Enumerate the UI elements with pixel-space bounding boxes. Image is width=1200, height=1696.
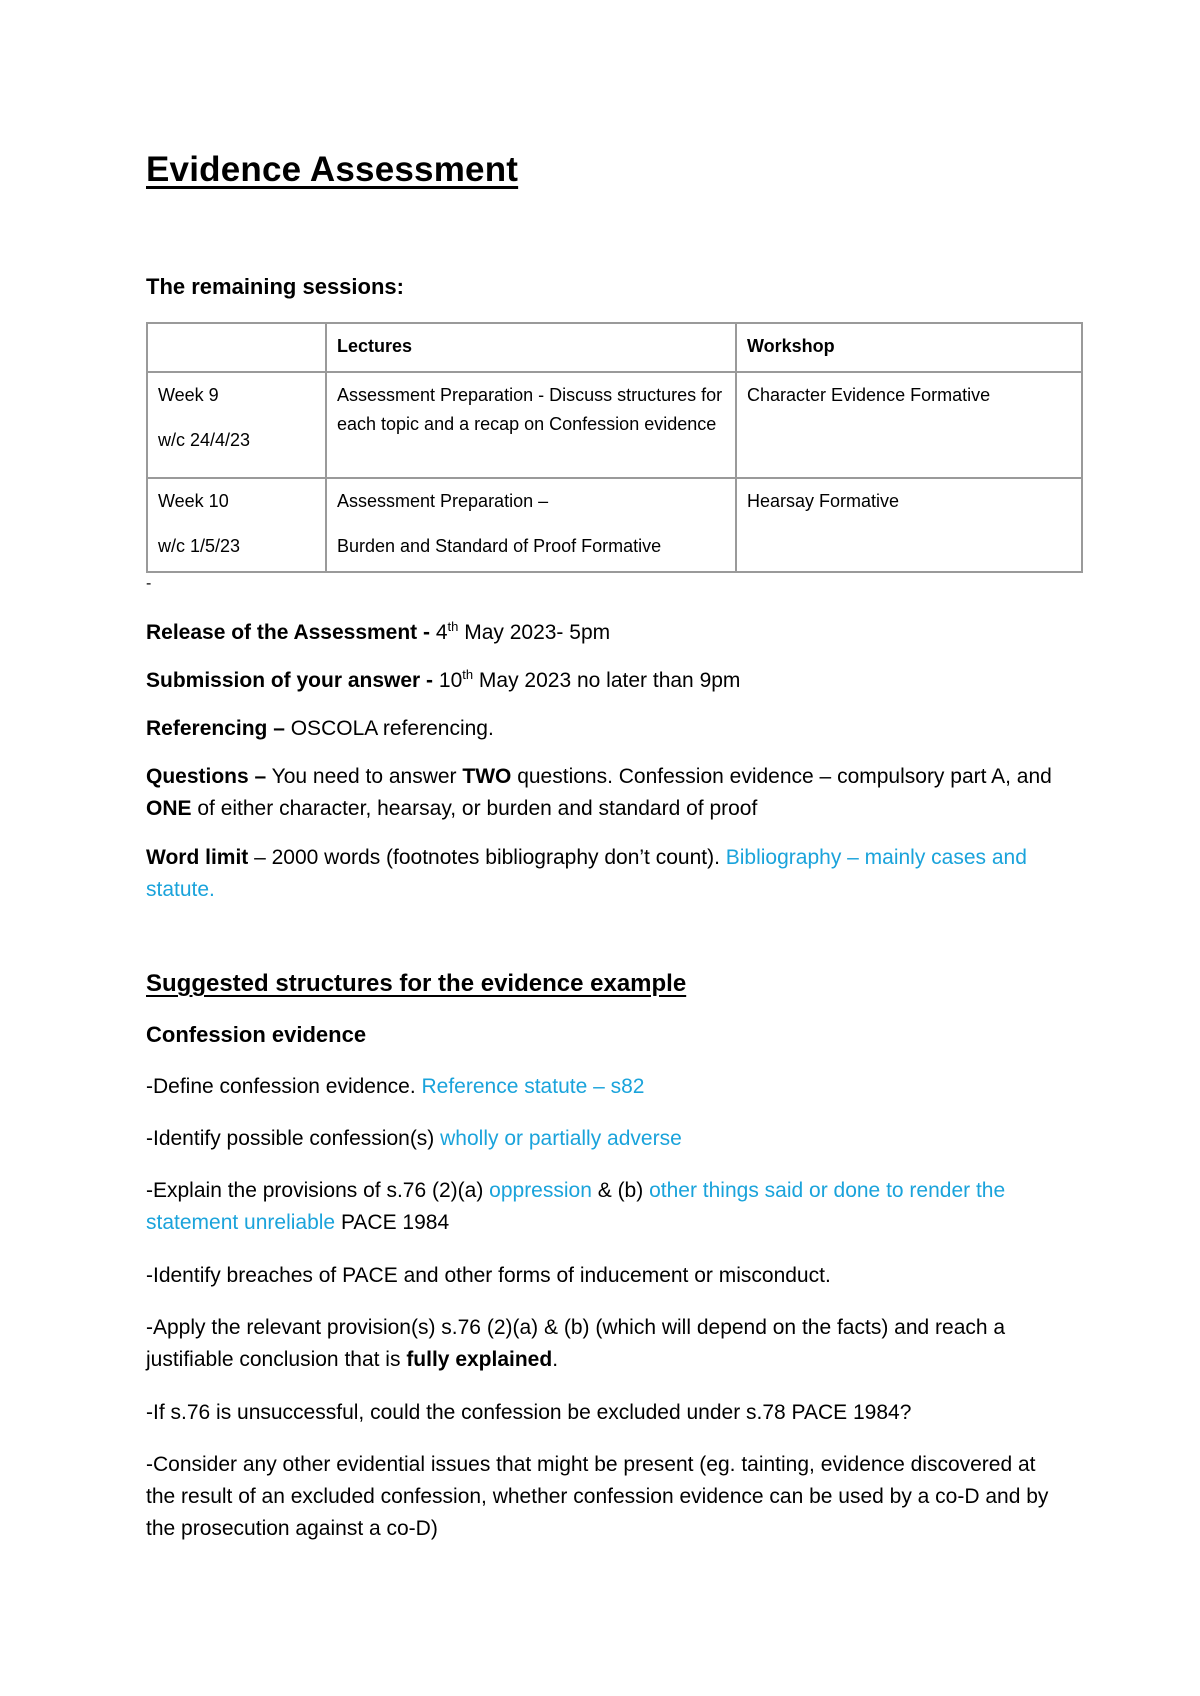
- questions-text-2: questions. Confession evidence – compulsory part A, and: [511, 765, 1052, 788]
- table-header-workshop: Workshop: [736, 323, 1082, 372]
- lecture-text: Assessment Preparation - Discuss structures for each topic and a recap on Confession evidence: [337, 385, 723, 434]
- lecture-cell: [326, 478, 736, 572]
- list-item: [146, 1175, 1066, 1239]
- list-item: -Identify breaches of PACE and other forms of inducement or misconduct.: [146, 1264, 831, 1287]
- week-cell: [147, 478, 326, 572]
- point-text: -Define confession evidence.: [146, 1075, 422, 1098]
- point-text: -Identify possible confession(s): [146, 1127, 441, 1150]
- confession-heading: Confession evidence: [146, 1022, 367, 1047]
- list-item: -Consider any other evidential issues that might be present (eg. tainting, evidence discovered at the result of an excluded confession, whether confession evidence can be used by a co-D and by the prosecution against a co-D): [146, 1453, 1049, 1540]
- submission-label: Submission of your answer -: [146, 669, 439, 692]
- lecture-cell: [326, 372, 736, 478]
- release-line: [146, 617, 1066, 649]
- release-day: 4: [435, 621, 448, 644]
- questions-label: Questions –: [146, 765, 267, 788]
- point-text: -Apply the relevant provision(s) s.76 (2)(a) & (b) (which will depend on the facts) and reach a justifiable conclusion that is: [146, 1316, 1006, 1371]
- point-text: & (b): [591, 1179, 650, 1202]
- word-limit-paragraph: [146, 842, 1066, 906]
- point-emphasis: fully explained: [406, 1348, 553, 1371]
- sessions-heading: The remaining sessions:: [146, 274, 404, 299]
- workshop-cell: Hearsay Formative: [736, 478, 1082, 572]
- bibliography-note: Bibliography – mainly cases and statute.: [146, 846, 1027, 901]
- table-row: [147, 478, 1082, 572]
- release-suffix: th: [447, 619, 459, 634]
- point-text: -Explain the provisions of s.76 (2)(a): [146, 1179, 490, 1202]
- table-header-lectures: Lectures: [326, 323, 736, 372]
- week-label: Week 10: [158, 491, 229, 511]
- referencing-label: Referencing –: [146, 717, 285, 740]
- questions-paragraph: [146, 761, 1066, 825]
- structures-heading: Suggested structures for the evidence example: [146, 970, 687, 997]
- questions-text-3: of either character, hearsay, or burden and standard of proof: [191, 797, 758, 820]
- referencing-text: OSCOLA referencing.: [284, 717, 494, 740]
- point-highlight: wholly or partially adverse: [440, 1127, 682, 1150]
- table-header-row: [147, 323, 1082, 372]
- week-date: w/c 1/5/23: [158, 536, 241, 556]
- week-label: Week 9: [158, 385, 219, 405]
- table-row: [147, 372, 1082, 478]
- separator-dash: -: [146, 575, 152, 592]
- lecture-text: Assessment Preparation –: [337, 491, 549, 511]
- submission-rest: May 2023 no later than 9pm: [473, 669, 741, 692]
- table-header-empty: [147, 323, 326, 372]
- point-text: PACE 1984: [335, 1211, 450, 1234]
- list-item: [146, 1123, 1066, 1155]
- submission-day: 10: [438, 669, 463, 692]
- questions-one: ONE: [146, 797, 192, 820]
- questions-text: You need to answer: [266, 765, 463, 788]
- referencing-line: [146, 713, 1066, 745]
- questions-two: TWO: [462, 765, 512, 788]
- list-item: [146, 1312, 1066, 1376]
- point-highlight: other things said or done to render the statement unreliable: [146, 1179, 1006, 1234]
- page-title: Evidence Assessment: [146, 150, 519, 189]
- submission-suffix: th: [462, 667, 474, 682]
- release-label: Release of the Assessment -: [146, 621, 436, 644]
- point-text: .: [552, 1348, 559, 1371]
- week-date: w/c 24/4/23: [158, 430, 251, 450]
- point-highlight: Reference statute – s82: [421, 1075, 645, 1098]
- list-item: -If s.76 is unsuccessful, could the confession be excluded under s.78 PACE 1984?: [146, 1401, 912, 1424]
- workshop-cell: Character Evidence Formative: [736, 372, 1082, 478]
- list-item: [146, 1071, 1066, 1103]
- submission-line: [146, 665, 1066, 697]
- sessions-table: [146, 322, 1083, 573]
- word-limit-text: – 2000 words (footnotes bibliography don’t count).: [248, 846, 726, 869]
- lecture-text-2: Burden and Standard of Proof Formative: [337, 536, 662, 556]
- week-cell: [147, 372, 326, 478]
- point-highlight: oppression: [489, 1179, 592, 1202]
- release-rest: May 2023- 5pm: [458, 621, 611, 644]
- word-limit-label: Word limit: [146, 846, 249, 869]
